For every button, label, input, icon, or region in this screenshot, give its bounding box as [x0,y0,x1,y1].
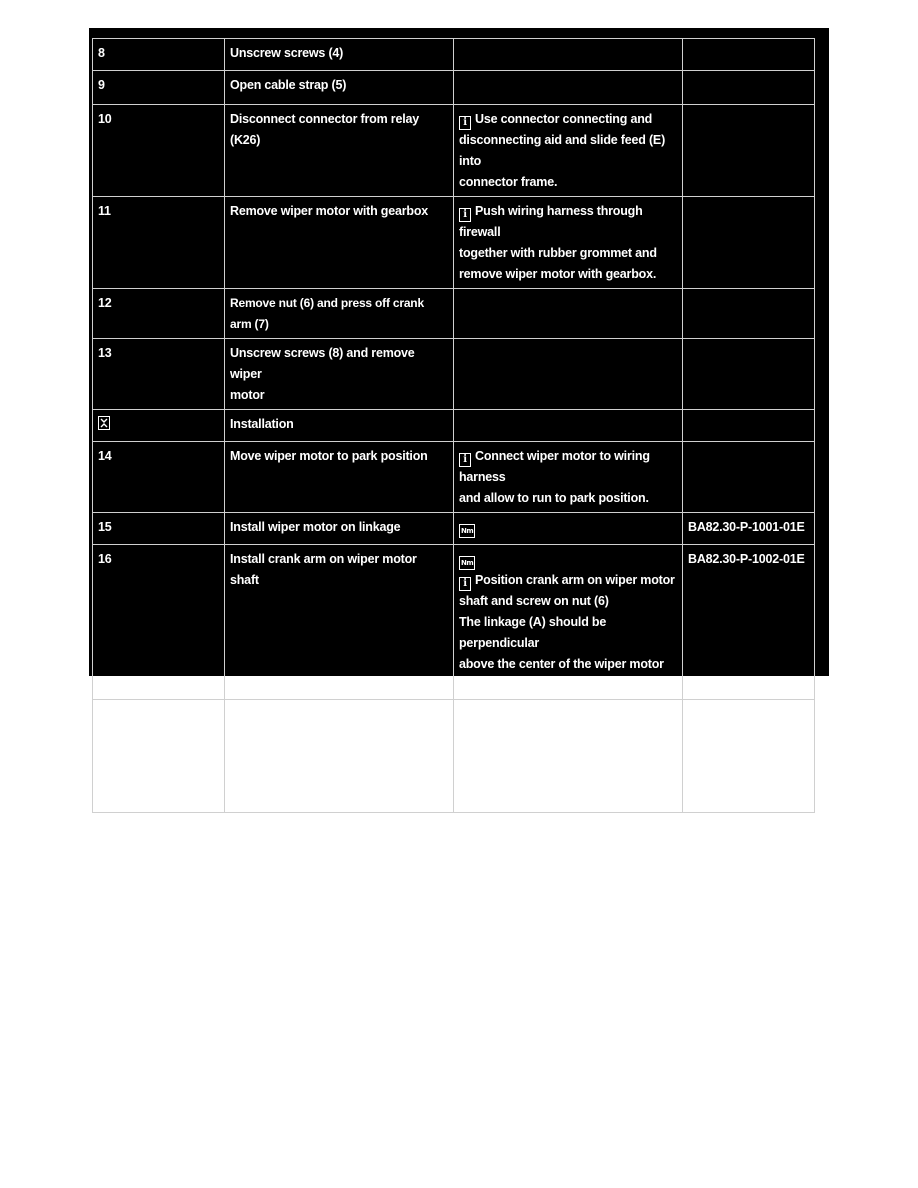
table-row [93,513,815,545]
note-line: fasten with cable strap (5). [459,791,611,805]
note-line: together with rubber grommet, route and [459,749,669,784]
table-row [93,442,815,513]
table-row [93,410,815,442]
note-line: Connect wiper motor to wiring harness [459,449,650,484]
step-reference [683,410,815,442]
info-icon: i [459,116,471,130]
note-line: Push wiring harness through firewall [459,204,643,239]
step-reference [683,39,815,71]
step-action: Open cable strap (5) [225,71,454,105]
note-line: disconnecting aid and slide feed (E) into [459,133,666,168]
table-row [93,105,815,197]
note-line: Push wiring harness through firewall [459,707,643,742]
note-line: and allow to run to park position. [459,491,649,505]
step-number: 8 [93,39,225,71]
info-icon: i [459,453,471,467]
procedure-table [92,38,815,813]
step-action: Move wiper motor to park position [225,442,454,513]
table-row [93,39,815,71]
step-reference [683,71,815,105]
step-note [454,197,683,289]
note-line: connector frame. [459,175,558,189]
step-reference [683,197,815,289]
note-line: remove wiper motor with gearbox. [459,267,657,281]
step-reference [683,289,815,339]
step-note [454,39,683,71]
step-action: Disconnect connector from relay (K26) [225,105,454,197]
step-action: Install wiper motor on linkage [225,513,454,545]
torque-icon: Nm [459,556,475,570]
table-row [93,289,815,339]
step-action: Install crank arm on wiper motor shaft [225,545,454,700]
action-line: motor [230,388,265,402]
info-icon: i [459,711,471,725]
step-action [225,339,454,410]
step-number: 15 [93,513,225,545]
info-icon: i [459,577,471,591]
step-reference [683,700,815,813]
step-reference [683,339,815,410]
note-line: together with rubber grommet and [459,246,657,260]
step-note [454,545,683,700]
step-number: 13 [93,339,225,410]
step-note [454,339,683,410]
step-note [454,442,683,513]
installation-icon [98,416,110,430]
step-number [93,410,225,442]
table-row [93,71,815,105]
step-reference: BA82.30-P-1001-01E [683,513,815,545]
step-action: Remove nut (6) and press off crank arm (7) [225,289,454,339]
info-icon: i [459,208,471,222]
procedure-sheet [89,28,829,805]
step-note [454,105,683,197]
note-line: Use connector connecting and [475,112,653,126]
step-number: 12 [93,289,225,339]
step-action: Unscrew screws (4) [225,39,454,71]
table-row [93,700,815,813]
step-number: 11 [93,197,225,289]
step-number: 16 [93,545,225,700]
section-heading: Installation [225,410,454,442]
step-note [454,71,683,105]
step-number: 17 [93,700,225,813]
note-line: The linkage (A) should be perpendicular [459,615,607,650]
step-reference [683,442,815,513]
step-reference: BA82.30-P-1002-01E [683,545,815,700]
step-note [454,410,683,442]
torque-icon: Nm [459,524,475,538]
step-number: 10 [93,105,225,197]
step-action: Remove wiper motor with gearbox [225,197,454,289]
step-reference [683,105,815,197]
step-action: Install wiper motor wiring harness [225,700,454,813]
step-note [454,513,683,545]
table-row [93,197,815,289]
note-line: shaft and screw on nut (6) [459,594,609,608]
step-note [454,289,683,339]
note-line: above the center of the wiper motor shaft. [459,657,664,692]
table-row [93,545,815,700]
action-line: Unscrew screws (8) and remove wiper [230,346,415,381]
step-number: 9 [93,71,225,105]
step-note [454,700,683,813]
step-number: 14 [93,442,225,513]
table-row [93,339,815,410]
note-line: Position crank arm on wiper motor [475,573,675,587]
